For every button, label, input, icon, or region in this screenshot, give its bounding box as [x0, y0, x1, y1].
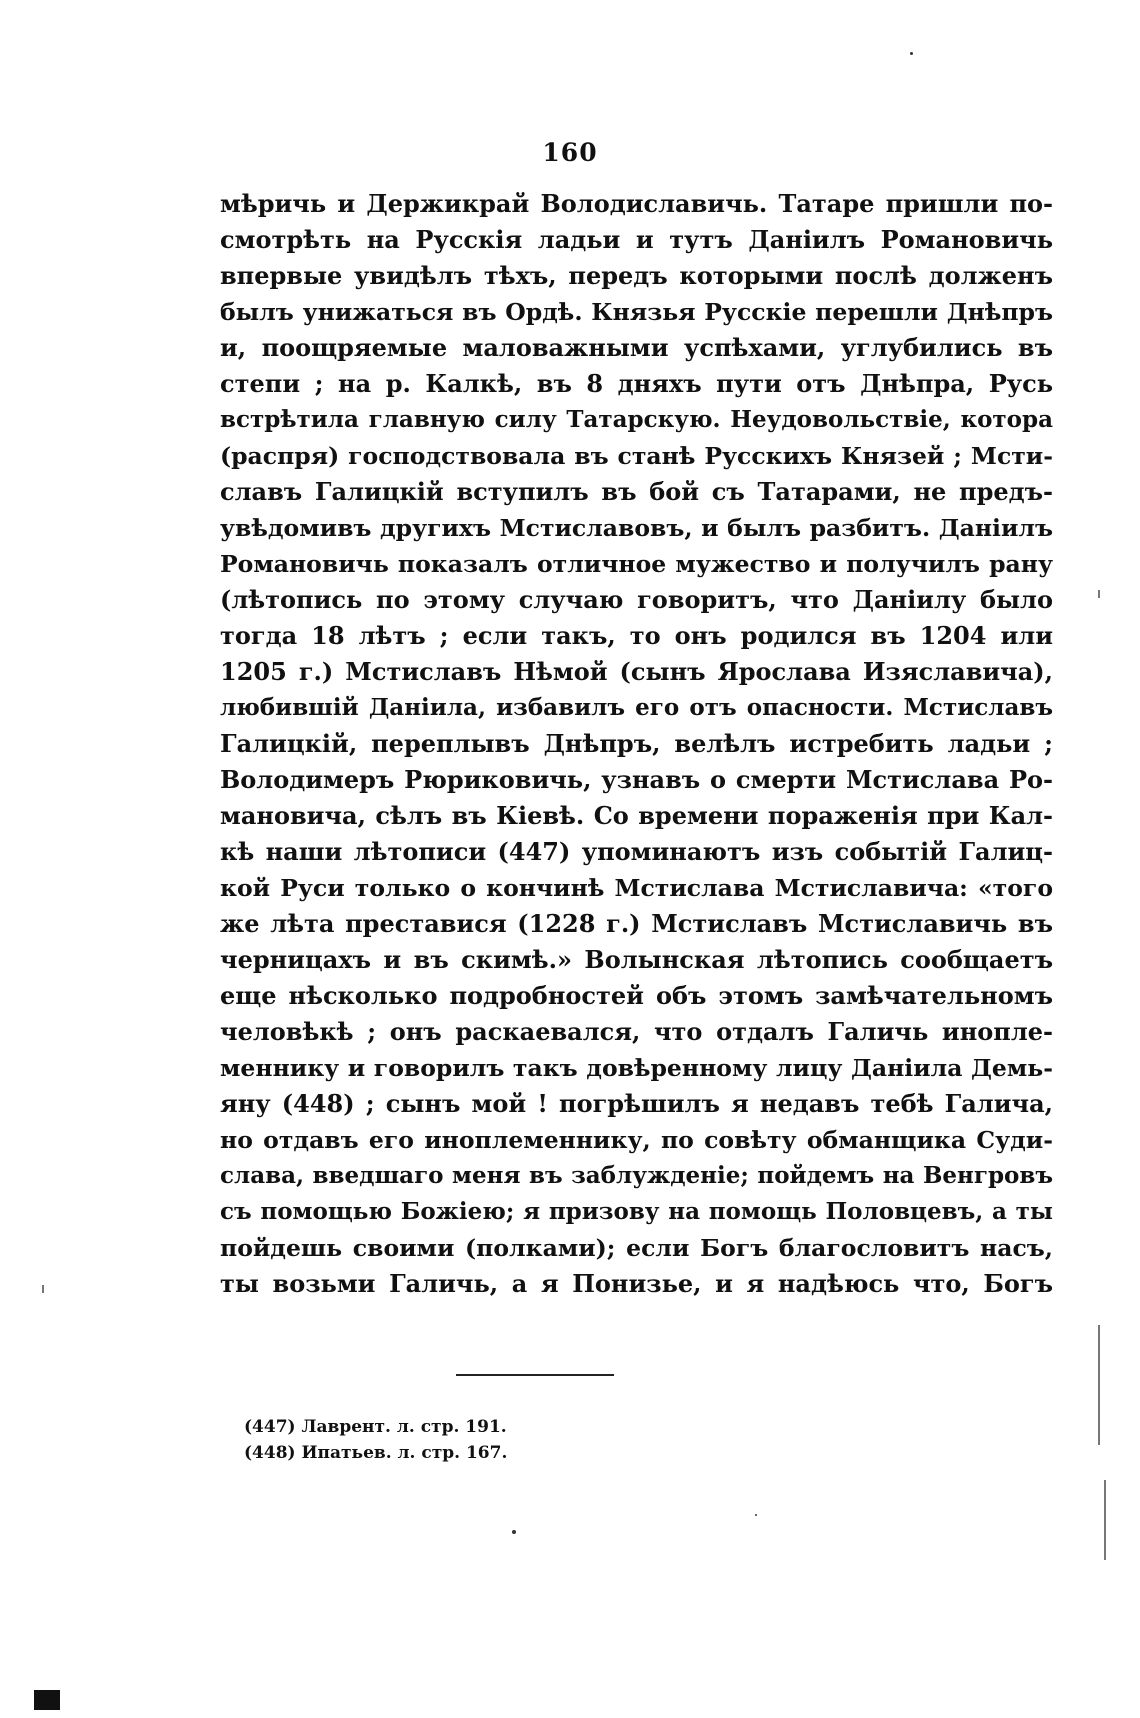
- text-line: славъ Галицкій вступилъ въ бой съ Татарами, не предъ-: [220, 477, 1053, 506]
- text-line: Галицкій, переплывъ Днѣпръ, велѣлъ истребить ладьи ;: [220, 729, 1053, 758]
- text-line: еще нѣсколько подробностей объ этомъ замѣчательномъ: [220, 981, 1053, 1010]
- text-line: и, поощряемые маловажными успѣхами, углубились въ: [220, 333, 1053, 362]
- text-line: мановича, сѣлъ въ Кіевѣ. Со времени пораженія при Кал-: [220, 801, 1053, 830]
- footnote: (448) Ипатьев. л. стр. 167.: [244, 1443, 508, 1463]
- text-line: кѣ наши лѣтописи (447) упоминаютъ изъ событій Галиц-: [220, 837, 1053, 866]
- text-line: съ помощью Божіею; я призову на помощь Половцевъ, а ты: [220, 1198, 1053, 1225]
- text-line: черницахъ и въ скимѣ.» Волынская лѣтопись сообщаетъ: [220, 945, 1053, 974]
- scan-edge-mark: [42, 1285, 44, 1293]
- text-line: слава, введшаго меня въ заблужденіе; пойдемъ на Венгровъ: [220, 1162, 1053, 1189]
- text-line: меннику и говорилъ такъ довѣренному лицу Даніила Демь-: [220, 1054, 1053, 1082]
- text-line: смотрѣть на Русскія ладьи и тутъ Даніилъ Романовичь: [220, 225, 1053, 254]
- scan-speck: [755, 1514, 757, 1516]
- scan-corner-mark: [34, 1690, 60, 1710]
- text-line: человѣкѣ ; онъ раскаевался, что отдалъ Галичь инопле-: [220, 1017, 1053, 1046]
- footnote-separator: [456, 1374, 614, 1376]
- text-line: яну (448) ; сынъ мой ! погрѣшилъ я недавъ тебѣ Галича,: [220, 1089, 1053, 1118]
- footnote: (447) Лаврент. л. стр. 191.: [244, 1417, 507, 1437]
- text-line: встрѣтила главную силу Татарскую. Неудовольствіе, котора: [220, 406, 1053, 433]
- footnotes: [244, 1414, 507, 1466]
- text-line: но отдавъ его иноплеменнику, по совѣту обманщика Суди-: [220, 1126, 1053, 1154]
- text-line: впервые увидѣлъ тѣхъ, передъ которыми послѣ долженъ: [220, 261, 1053, 290]
- text-line: степи ; на р. Калкѣ, въ 8 дняхъ пути отъ Днѣпра, Русь: [220, 369, 1053, 398]
- text-line: пойдешь своими (полками); если Богъ благословитъ насъ,: [220, 1234, 1053, 1262]
- main-text: [220, 186, 1053, 1302]
- text-line: кой Руси только о кончинѣ Мстислава Мстиславича: «того: [220, 874, 1053, 902]
- text-line: 1205 г.) Мстиславъ Нѣмой (сынъ Ярослава Изяславича),: [220, 657, 1053, 686]
- scan-speck: [512, 1530, 516, 1534]
- text-line: былъ унижаться въ Ордѣ. Князья Русскіе перешли Днѣпръ: [220, 298, 1053, 326]
- scan-speck: [910, 52, 913, 55]
- scan-edge-mark: [1098, 1325, 1100, 1445]
- text-line: (распря) господствовала въ станѣ Русскихъ Князей ; Мсти-: [220, 442, 1053, 470]
- scan-edge-mark: [1104, 1480, 1106, 1560]
- page-number: 160: [542, 138, 598, 167]
- text-line: любившій Даніила, избавилъ его отъ опасности. Мстиславъ: [220, 694, 1053, 721]
- scan-edge-mark: [1098, 590, 1100, 598]
- text-line: мѣричь и Держикрай Володиславичь. Татаре пришли по-: [220, 189, 1053, 218]
- text-line: Володимеръ Рюриковичь, узнавъ о смерти Мстислава Ро-: [220, 765, 1053, 794]
- text-line: ты возьми Галичь, а я Понизье, и я надѣюсь что, Богъ: [220, 1269, 1053, 1298]
- text-line: Романовичь показалъ отличное мужество и получилъ рану: [220, 550, 1053, 578]
- text-line: (лѣтопись по этому случаю говоритъ, что Даніилу было: [220, 585, 1053, 614]
- text-line: тогда 18 лѣтъ ; если такъ, то онъ родился въ 1204 или: [220, 621, 1053, 650]
- text-line: же лѣта преставися (1228 г.) Мстиславъ Мстиславичь въ: [220, 909, 1053, 938]
- text-line: увѣдомивъ другихъ Мстиславовъ, и былъ разбитъ. Даніилъ: [220, 514, 1053, 542]
